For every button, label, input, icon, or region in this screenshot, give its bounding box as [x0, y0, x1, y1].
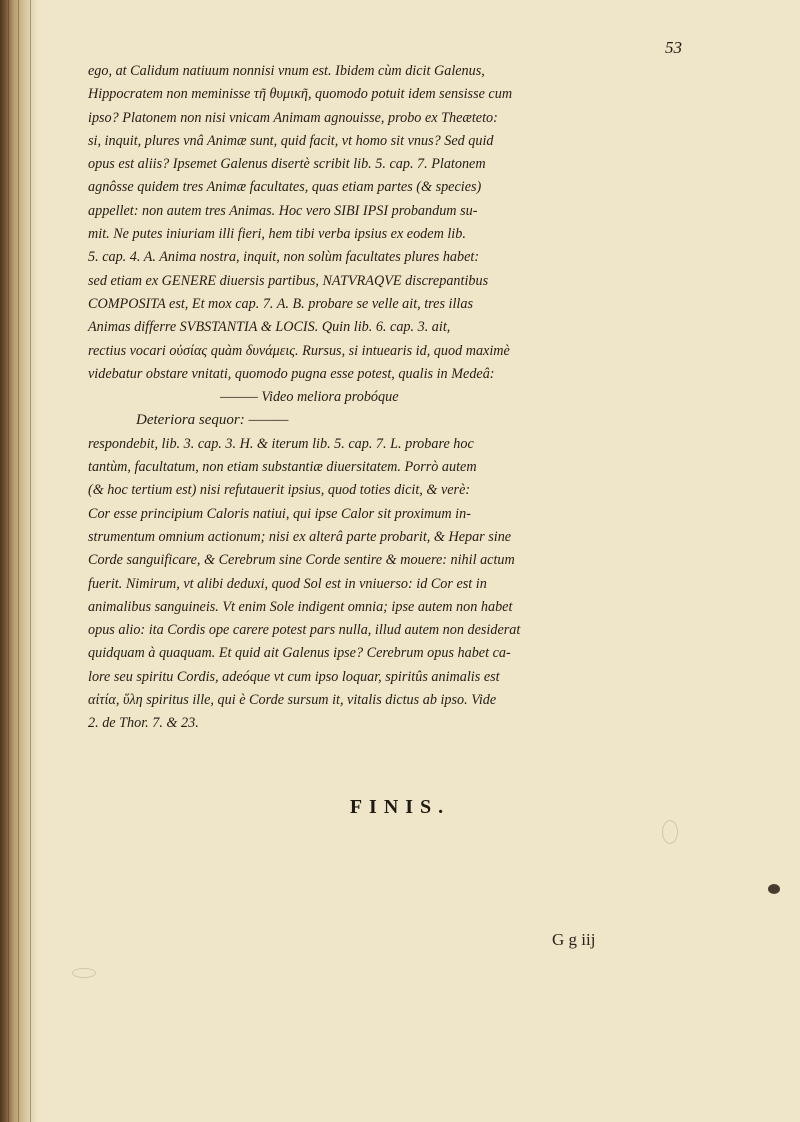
text-line: fuerit. Nimirum, vt alibi deduxi, quod Sol est in vniuerso: id Cor est in	[88, 575, 487, 592]
text-line: animalibus sanguineis. Vt enim Sole indigent omnia; ipse autem non habet	[88, 598, 513, 615]
text-line: sed etiam ex GENERE diuersis partibus, NATVRAQVE discrepantibus	[88, 272, 489, 289]
text-line: αἰτία, ὕλη spiritus ille, qui è Corde sursum it, vitalis dictus ab ipso. Vide	[88, 692, 497, 709]
text-line: strumentum omnium actionum; nisi ex alterâ parte probarit, & Hepar sine	[88, 528, 512, 545]
gutter-line	[30, 0, 31, 1122]
text-line: ego, at Calidum natiuum nonnisi vnum est. Ibidem cùm dicit Galenus,	[88, 63, 485, 79]
binding-gutter	[0, 0, 38, 1122]
text-line: agnôsse quidem tres Animæ facultates, quas etiam partes (& species)	[88, 179, 482, 196]
page-number: 53	[665, 38, 682, 57]
text-line: appellet: non autem tres Animas. Hoc vero SIBI IPSI probandum su-	[88, 202, 478, 219]
text-line: si, inquit, plures vnâ Animæ sunt, quid facit, vt homo sit vnus? Sed quid	[88, 132, 494, 149]
text-line: quidquam à quaquam. Et quid ait Galenus ipse? Cerebrum opus habet ca-	[88, 645, 511, 662]
verse-quote-line: Deteriora sequor: ———	[136, 412, 289, 429]
paper-blemish	[72, 968, 96, 978]
text-line: opus est aliis? Ipsemet Galenus disertè scribit lib. 5. cap. 7. Platonem	[88, 156, 486, 173]
finis-heading: FINIS.	[349, 796, 451, 818]
text-line: 2. de Thor. 7. & 23.	[88, 715, 199, 732]
text-line: opus alio: ita Cordis ope carere potest pars nulla, illud autem non desiderat	[88, 622, 521, 639]
text-line: Cor esse principium Caloris natiui, qui ipse Calor sit proximum in-	[88, 505, 471, 522]
text-line: mit. Ne putes iniuriam illi fieri, hem tibi verba ipsius ex eodem lib.	[88, 226, 466, 243]
body-text	[88, 60, 694, 736]
text-line: 5. cap. 4. A. Anima nostra, inquit, non solùm facultates plures habet:	[88, 249, 480, 266]
text-line: lore seu spiritu Cordis, adeóque vt cum ipso loquar, spiritûs animalis est	[88, 668, 500, 685]
text-line: rectius vocari οὐσίας quàm δυνάμεις. Rursus, si intuearis id, quod maximè	[88, 342, 510, 359]
text-line: videbatur obstare vnitati, quomodo pugna esse potest, qualis in Medeâ:	[88, 365, 495, 382]
text-line: respondebit, lib. 3. cap. 3. H. & iterum lib. 5. cap. 7. L. probare hoc	[88, 435, 474, 452]
signature-mark: G g iij	[552, 930, 596, 949]
gutter-line	[8, 0, 9, 1122]
text-line: Animas differre SVBSTANTIA & LOCIS. Quin lib. 6. cap. 3. ait,	[88, 319, 451, 336]
verse-quote-line: ——— Video meliora probóque	[220, 389, 399, 406]
text-line: Hippocratem non meminisse τῆ θυμικῆ, quomodo potuit idem sensisse cum	[88, 86, 513, 103]
text-line: Corde sanguificare, & Cerebrum sine Corde sentire & mouere: nihil actum	[88, 552, 515, 569]
paper-blemish	[662, 820, 678, 844]
ink-stain	[768, 884, 780, 894]
text-line: COMPOSITA est, Et mox cap. 7. A. B. probare se velle ait, tres illas	[88, 295, 473, 312]
text-line: (& hoc tertium est) nisi refutauerit ipsius, quod toties dicit, & verè:	[88, 482, 471, 499]
text-line: ipso? Platonem non nisi vnicam Animam agnouisse, probo ex Theæteto:	[88, 109, 498, 126]
text-line: tantùm, facultatum, non etiam substantiæ diuersitatem. Porrò autem	[88, 459, 477, 476]
gutter-line	[18, 0, 19, 1122]
